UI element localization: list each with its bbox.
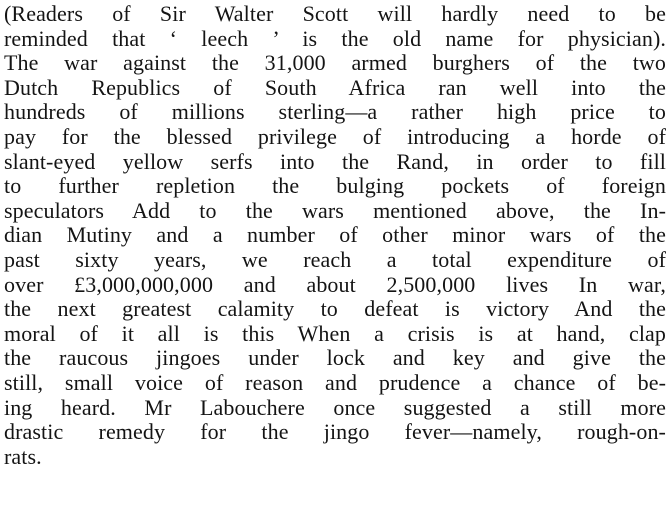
text-line: to further repletion the bulging pockets of foreign [4, 174, 666, 199]
text-line: past sixty years, we reach a total expenditure of [4, 247, 666, 272]
text-line: The war against the 31,000 armed burghers of the two [4, 51, 666, 76]
text-line: hundreds of millions sterling—a rather high price to [4, 100, 666, 125]
text-line: pay for the blessed privilege of introducing a horde of [4, 124, 666, 149]
text-line: dian Mutiny and a number of other minor wars of the [4, 223, 666, 248]
text-line: ing heard. Mr Labouchere once suggested a still more [4, 395, 666, 420]
text-line: reminded that ‘ leech ’ is the old name for physician). [4, 26, 666, 51]
text-line: drastic remedy for the jingo fever—namely, rough-on- [4, 420, 666, 445]
text-line: (Readers of Sir Walter Scott will hardly need to be [4, 2, 666, 26]
text-line: over £3,000,000,000 and about 2,500,000 lives In war, [4, 272, 666, 297]
text-line: the raucous jingoes under lock and key and give the [4, 346, 666, 371]
text-line: still, small voice of reason and prudence a chance of be- [4, 370, 666, 395]
text-line: slant-eyed yellow serfs into the Rand, in order to fill [4, 149, 666, 174]
text-line: moral of it all is this When a crisis is at hand, clap [4, 321, 666, 346]
text-line: speculators Add to the wars mentioned above, the In- [4, 198, 666, 223]
text-line: rats. [4, 444, 42, 469]
text-line: Dutch Republics of South Africa ran well into the [4, 75, 666, 100]
text-line: the next greatest calamity to defeat is victory And the [4, 297, 666, 322]
